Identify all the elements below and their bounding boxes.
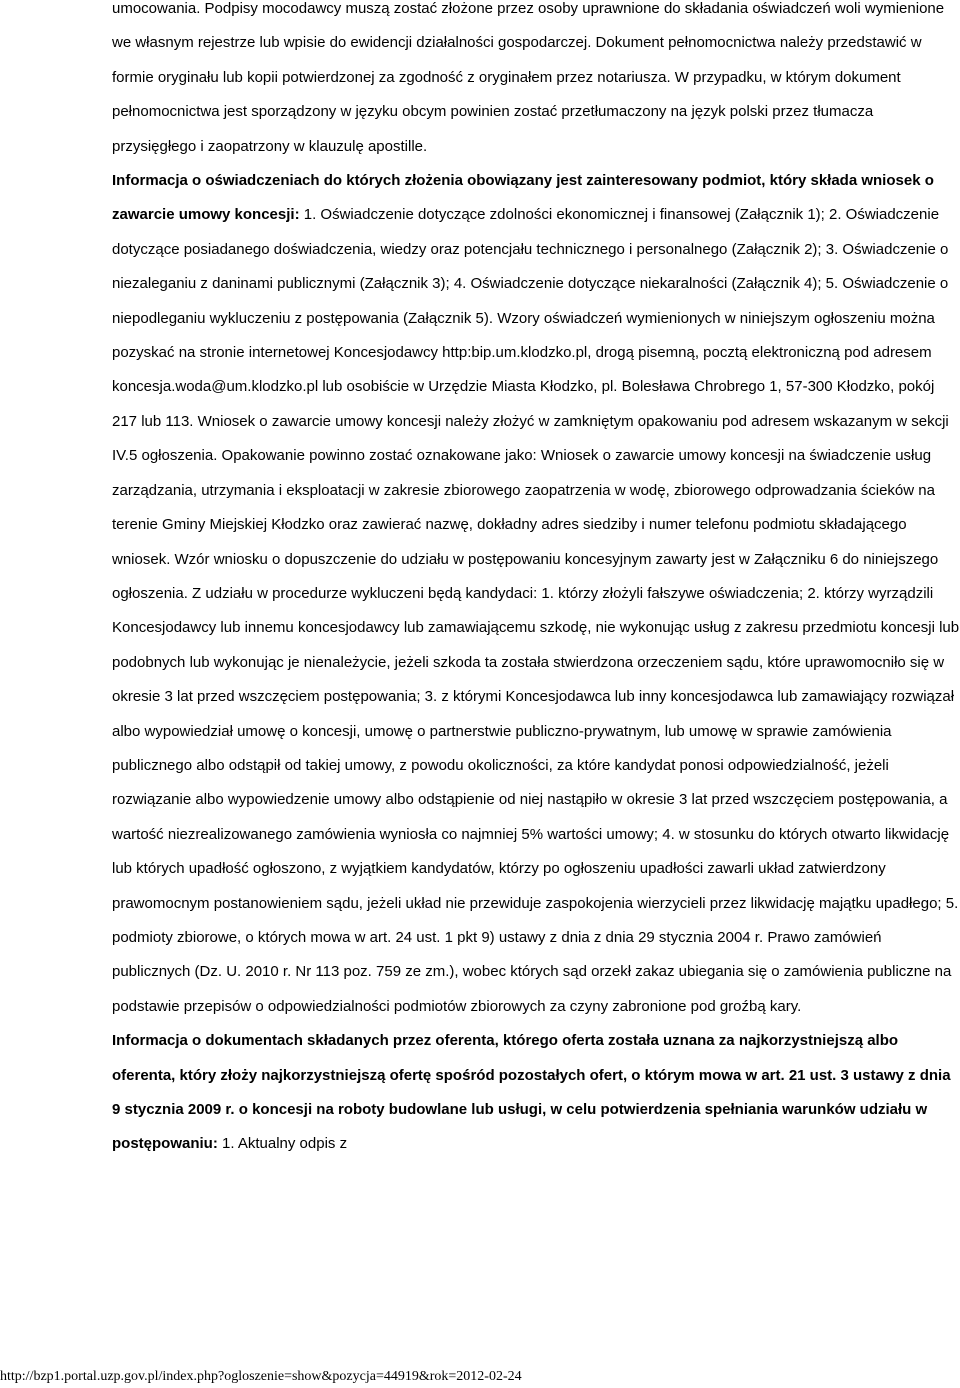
paragraph-statements xyxy=(112,164,960,1024)
heading-statements-info: Informacja o oświadczeniach do których złożenia obowiązany jest zainteresowany podmiot, który składa wniosek o zawarcie umowy koncesji: xyxy=(112,172,934,224)
paragraph-intro: umocowania. Podpisy mocodawcy muszą zostać złożone przez osoby uprawnione do składania oświadczeń woli wymienione we własnym rejestrze lub wpisie do ewidencji działalności gospodarczej. Dokument pełnomocnictwa należy przedstawić w formie oryginału lub kopii potwierdzonej za zgodność z oryginałem przez notariusza. W przypadku, w którym dokument pełnomocnictwa jest sporządzony w języku obcym powinien zostać przetłumaczony na język polski przez tłumacza przysięgłego i zaopatrzony w klauzulę apostille. xyxy=(112,0,945,155)
documents-list-text: 1. Aktualny odpis z xyxy=(217,1135,348,1153)
paragraph-documents xyxy=(112,1024,960,1162)
footer-url: http://bzp1.portal.uzp.gov.pl/index.php?ogloszenie=show&pozycja=44919&rok=2012-02-24 xyxy=(0,1369,522,1384)
statements-list-text: 1. Oświadczenie dotyczące zdolności ekonomicznej i finansowej (Załącznik 1); 2. Oświadczenie dotyczące posiadanego doświadczenia, wiedzy oraz potencjału technicznego i personalnego (Załącznik 2); 3. Oświadczenie o niezaleganiu z daninami publicznymi (Załącznik 3); 4. Oświadczenie dotyczące niekaralności (Załącznik 4); 5. Oświadczenie o niepodleganiu wykluczeniu z postępowania (Załącznik 5). Wzory oświadczeń wymienionych w niniejszym ogłoszeniu można pozyskać na stronie internetowej Koncesjodawcy http:bip.um.klodzko.pl, drogą pisemną, pocztą elektroniczną pod adresem koncesja.woda@um.klodzko.pl lub osobiście w Urzędzie Miasta Kłodzko, pl. Bolesława Chrobrego 1, 57-300 Kłodzko, pokój 217 lub 113. Wniosek o zawarcie umowy koncesji należy złożyć w zamkniętym opakowaniu pod adresem wskazanym w sekcji IV.5 ogłoszenia. Opakowanie powinno zostać oznakowane jako: Wniosek o zawarcie umowy koncesji na świadczenie usług zarządzania, utrzymania i eksploatacji w zakresie zbiorowego zaopatrzenia w wodę, zbiorowego odprowadzania ścieków na terenie Gminy Miejskiej Kłodzko oraz zawierać nazwę, dokładny adres siedziby i numer telefonu podmiotu składającego wniosek. Wzór wniosku o dopuszczenie do udziału w postępowaniu koncesyjnym zawarty jest w Załączniku 6 do niniejszego ogłoszenia. Z udziału w procedurze wykluczeni będą kandydaci: 1. którzy złożyli fałszywe oświadczenia; 2. którzy wyrządzili Koncesjodawcy lub innemu koncesjodawcy lub zamawiającemu szkodę, nie wykonując usług z zakresu przedmiotu koncesji lub podobnych lub wykonując je nienależycie, jeżeli szkoda ta została stwierdzona orzeczeniem sądu, które uprawomocniło się w okresie 3 lat przed wszczęciem postępowania; 3. z którymi Koncesjodawca lub inny koncesjodawca lub zamawiający rozwiązał albo wypowiedział umowę o koncesji, umowę o partnerstwie publiczno-prywatnym, lub umowę w sprawie zamówienia publicznego albo odstąpił od takiej umowy, z powodu okoliczności, za które kandydat ponosi odpowiedzialność, jeżeli rozwiązanie albo wypowiedzenie umowy albo odstąpienie od niej nastąpiło w okresie 3 lat przed wszczęciem postępowania, a wartość niezrealizowanego zamówienia wyniosła co najmniej 5% wartości umowy; 4. w stosunku do których otwarto likwidację lub których upadłość ogłoszono, z wyjątkiem kandydatów, którzy po ogłoszeniu upadłości zawarli układ zatwierdzony prawomocnym postanowieniem sądu, jeżeli układ nie przewiduje zaspokojenia wierzycieli przez likwidację majątku upadłego; 5. podmioty zbiorowe, o których mowa w art. 24 ust. 1 pkt 9) ustawy z dnia z dnia 29 stycznia 2004 r. Prawo zamówień publicznych (Dz. U. 2010 r. Nr 113 poz. 759 ze zm.), wobec których sąd orzekł zakaz ubiegania się o zamówienia publiczne na podstawie przepisów o odpowiedzialności podmiotów zbiorowych za czyny zabronione pod groźbą kary. xyxy=(112,206,960,1015)
heading-documents-info: Informacja o dokumentach składanych przez oferenta, którego oferta została uznana za najkorzystniejszą albo oferenta, który złoży najkorzystniejszą ofertę spośród pozostałych ofert, o którym mowa w art. 21 ust. 3 ustawy z dnia 9 stycznia 2009 r. o koncesji na roboty budowlane lub usługi, w celu potwierdzenia spełniania warunków udziału w postępowaniu: xyxy=(112,1032,951,1153)
document-body xyxy=(112,0,960,1162)
